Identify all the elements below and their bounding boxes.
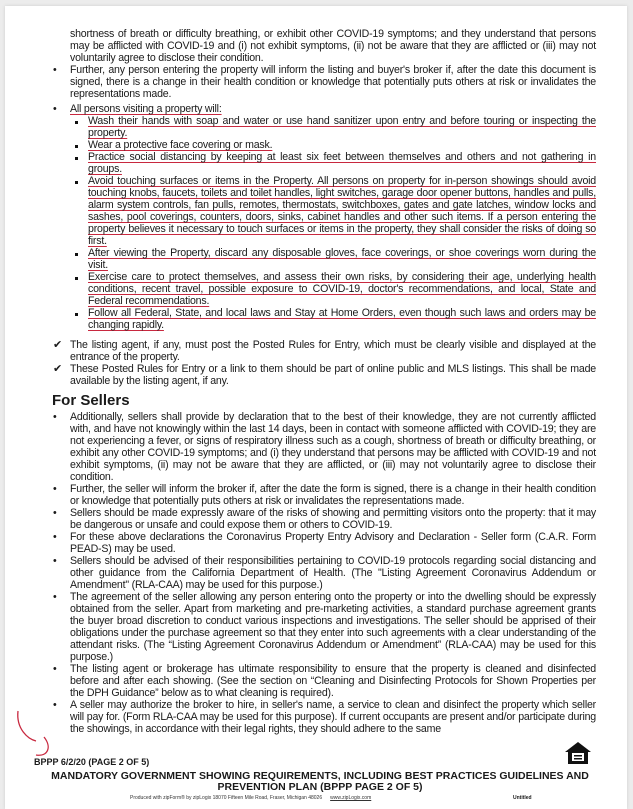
- continued-paragraph: shortness of breath or difficulty breathing, or exhibit other COVID-19 symptoms; and they understand that persons may be afflicted with COVID-19 and (i) not exhibit symptoms, (ii) not be aware that they are afflicted or (iii) may not voluntarily agree to disclose their condition.: [70, 28, 596, 64]
- document-page: [5, 6, 627, 809]
- sub-item: Wash their hands with soap and water or use hand sanitizer upon entry and before touring or inspecting the property.: [88, 115, 596, 139]
- seller-bullet: • The agreement of the seller allowing any person entering onto the property or into the dwelling should be expressly obtained from the seller. Apart from marketing and pre-marketing activities, a standard purchase agreement grants the buyer broad discretion to conduct various inspections and investigations. The seller should be apprised of their obligations under the purchase agreement so that they enter into such agreements with a clear understanding of the attendant risks. (The “Listing Agreement Coronavirus Addendum or Amendment” (RLA-CAA) may be used for this purpose.): [70, 591, 596, 663]
- sub-item: Practice social distancing by keeping at least six feet between themselves and others and not gathering in groups.: [88, 151, 596, 175]
- equal-housing-logo-icon: [564, 741, 592, 771]
- seller-bullet: • Sellers should be made expressly aware of the risks of showing and permitting visitors onto the property: that it may be dangerous or unsafe and could expose them or others to COVID-19.: [70, 507, 596, 531]
- red-pen-annotation: [14, 709, 54, 759]
- bullet-all-persons: [70, 103, 596, 115]
- check-item-text: The listing agent, if any, must post the Posted Rules for Entry, which must be clearly visible and displayed at the entrance of the property.: [70, 339, 596, 363]
- page-footer: [5, 749, 627, 803]
- all-persons-label: All persons visiting a property will:: [70, 103, 222, 115]
- produced-by: [130, 795, 371, 801]
- seller-bullet: • A seller may authorize the broker to hire, in seller's name, a service to clean and disinfect the property which seller will pay for. (Form RLA-CAA may be used for this purpose). If current occupants are present and/or participate during the showings, in accordance with their legal rights, they should adhere to the same: [70, 699, 596, 735]
- check-item-text: These Posted Rules for Entry or a link to them should be part of online public and MLS listings. This shall be made available by the listing agent, if any.: [70, 363, 596, 387]
- seller-bullet: • Additionally, sellers shall provide by declaration that to the best of their knowledge, they are not currently afflicted with, and have not knowingly within the last 14 days, been in contact with someone afflicted with COVID-19; they are not experiencing a fever, or signs of respiratory illness such as a cough, shortness of breath or difficulty breathing, or exhibit any other COVID-19 symptoms; and (i) they understand that persons may be afflicted with COVID-19 and not exhibit symptoms, (ii) may not be aware that they are afflicted, or (iii) may not voluntarily agree to disclose their condition.: [70, 411, 596, 483]
- seller-bullet: • Sellers should be advised of their responsibilities pertaining to COVID-19 protocols regarding social distancing and other guidance from the California Department of Health. (The "Listing Agreement Coronavirus Addendum or Amendment" (RLA-CAA) may be used for this purpose.): [70, 555, 596, 591]
- seller-bullet: • Further, the seller will inform the broker if, after the date the form is signed, there is a change in their health condition or knowledge that potentially puts others at risk or invalidates the representations made.: [70, 483, 596, 507]
- seller-bullet: • For these above declarations the Coronavirus Property Entry Advisory and Declaration - Seller form (C.A.R. Form PEAD-S) may be used.: [70, 531, 596, 555]
- ziplogix-link[interactable]: www.zipLogix.com: [330, 795, 372, 801]
- sub-item: Follow all Federal, State, and local laws and Stay at Home Orders, even though such laws and orders may be changing rapidly.: [88, 307, 596, 331]
- document-body: [52, 6, 596, 735]
- sub-item: Exercise care to protect themselves, and assess their own risks, by considering their age, underlying health conditions, recent travel, possible exposure to COVID-19, doctor's recommendations, and local, State and Federal recommendations.: [88, 271, 596, 307]
- checkmark-icon: ✔: [53, 339, 63, 351]
- checkmark-icon: ✔: [53, 363, 63, 375]
- check-item: [53, 363, 596, 387]
- bullet-further: • Further, any person entering the property will inform the listing and buyer's broker if, after the date this document is signed, there is a change in their health condition or knowledge that potentially puts others at risk or invalidates the representations made.: [70, 64, 596, 100]
- sub-item: Wear a protective face covering or mask.: [88, 139, 273, 151]
- check-item: [53, 339, 596, 363]
- visitor-rules-list: [88, 115, 596, 331]
- produced-text: Produced with zipForm® by zipLogix 18070 Fifteen Mile Road, Fraser, Michigan 48026: [130, 795, 323, 801]
- form-id: BPPP 6/2/20 (PAGE 2 OF 5): [34, 757, 150, 767]
- sub-item: After viewing the Property, discard any disposable gloves, face coverings, or shoe coverings worn during the visit.: [88, 247, 596, 271]
- seller-bullet: • The listing agent or brokerage has ultimate responsibility to ensure that the property is cleaned and disinfected before and after each showing. (See the section on “Cleaning and Disinfecting Protocols for Shown Properties per the DPH Guidance” below as to what cleaning is required).: [70, 663, 596, 699]
- section-heading-sellers: For Sellers: [52, 392, 130, 409]
- sub-item: Avoid touching surfaces or items in the Property. All persons on property for in-person showings should avoid touching knobs, faucets, toilets and toilet handles, light switches, garage door opener buttons, handles and pulls, alarm system controls, fan pulls, remotes, thermostats, switchboxes, gates and gate latches, window locks and sashes, pool coverings, counters, doors, sinks, cabinet handles and other such items. If a person entering the property believes it necessary to touch surfaces or items in the property, they shall consider the risks of doing so first.: [88, 175, 596, 247]
- footer-title: MANDATORY GOVERNMENT SHOWING REQUIREMENTS, INCLUDING BEST PRACTICES GUIDELINES AND PREVENTION PLAN (BPPP PAGE 2 OF 5): [51, 770, 589, 793]
- document-name: Untitled: [513, 795, 532, 801]
